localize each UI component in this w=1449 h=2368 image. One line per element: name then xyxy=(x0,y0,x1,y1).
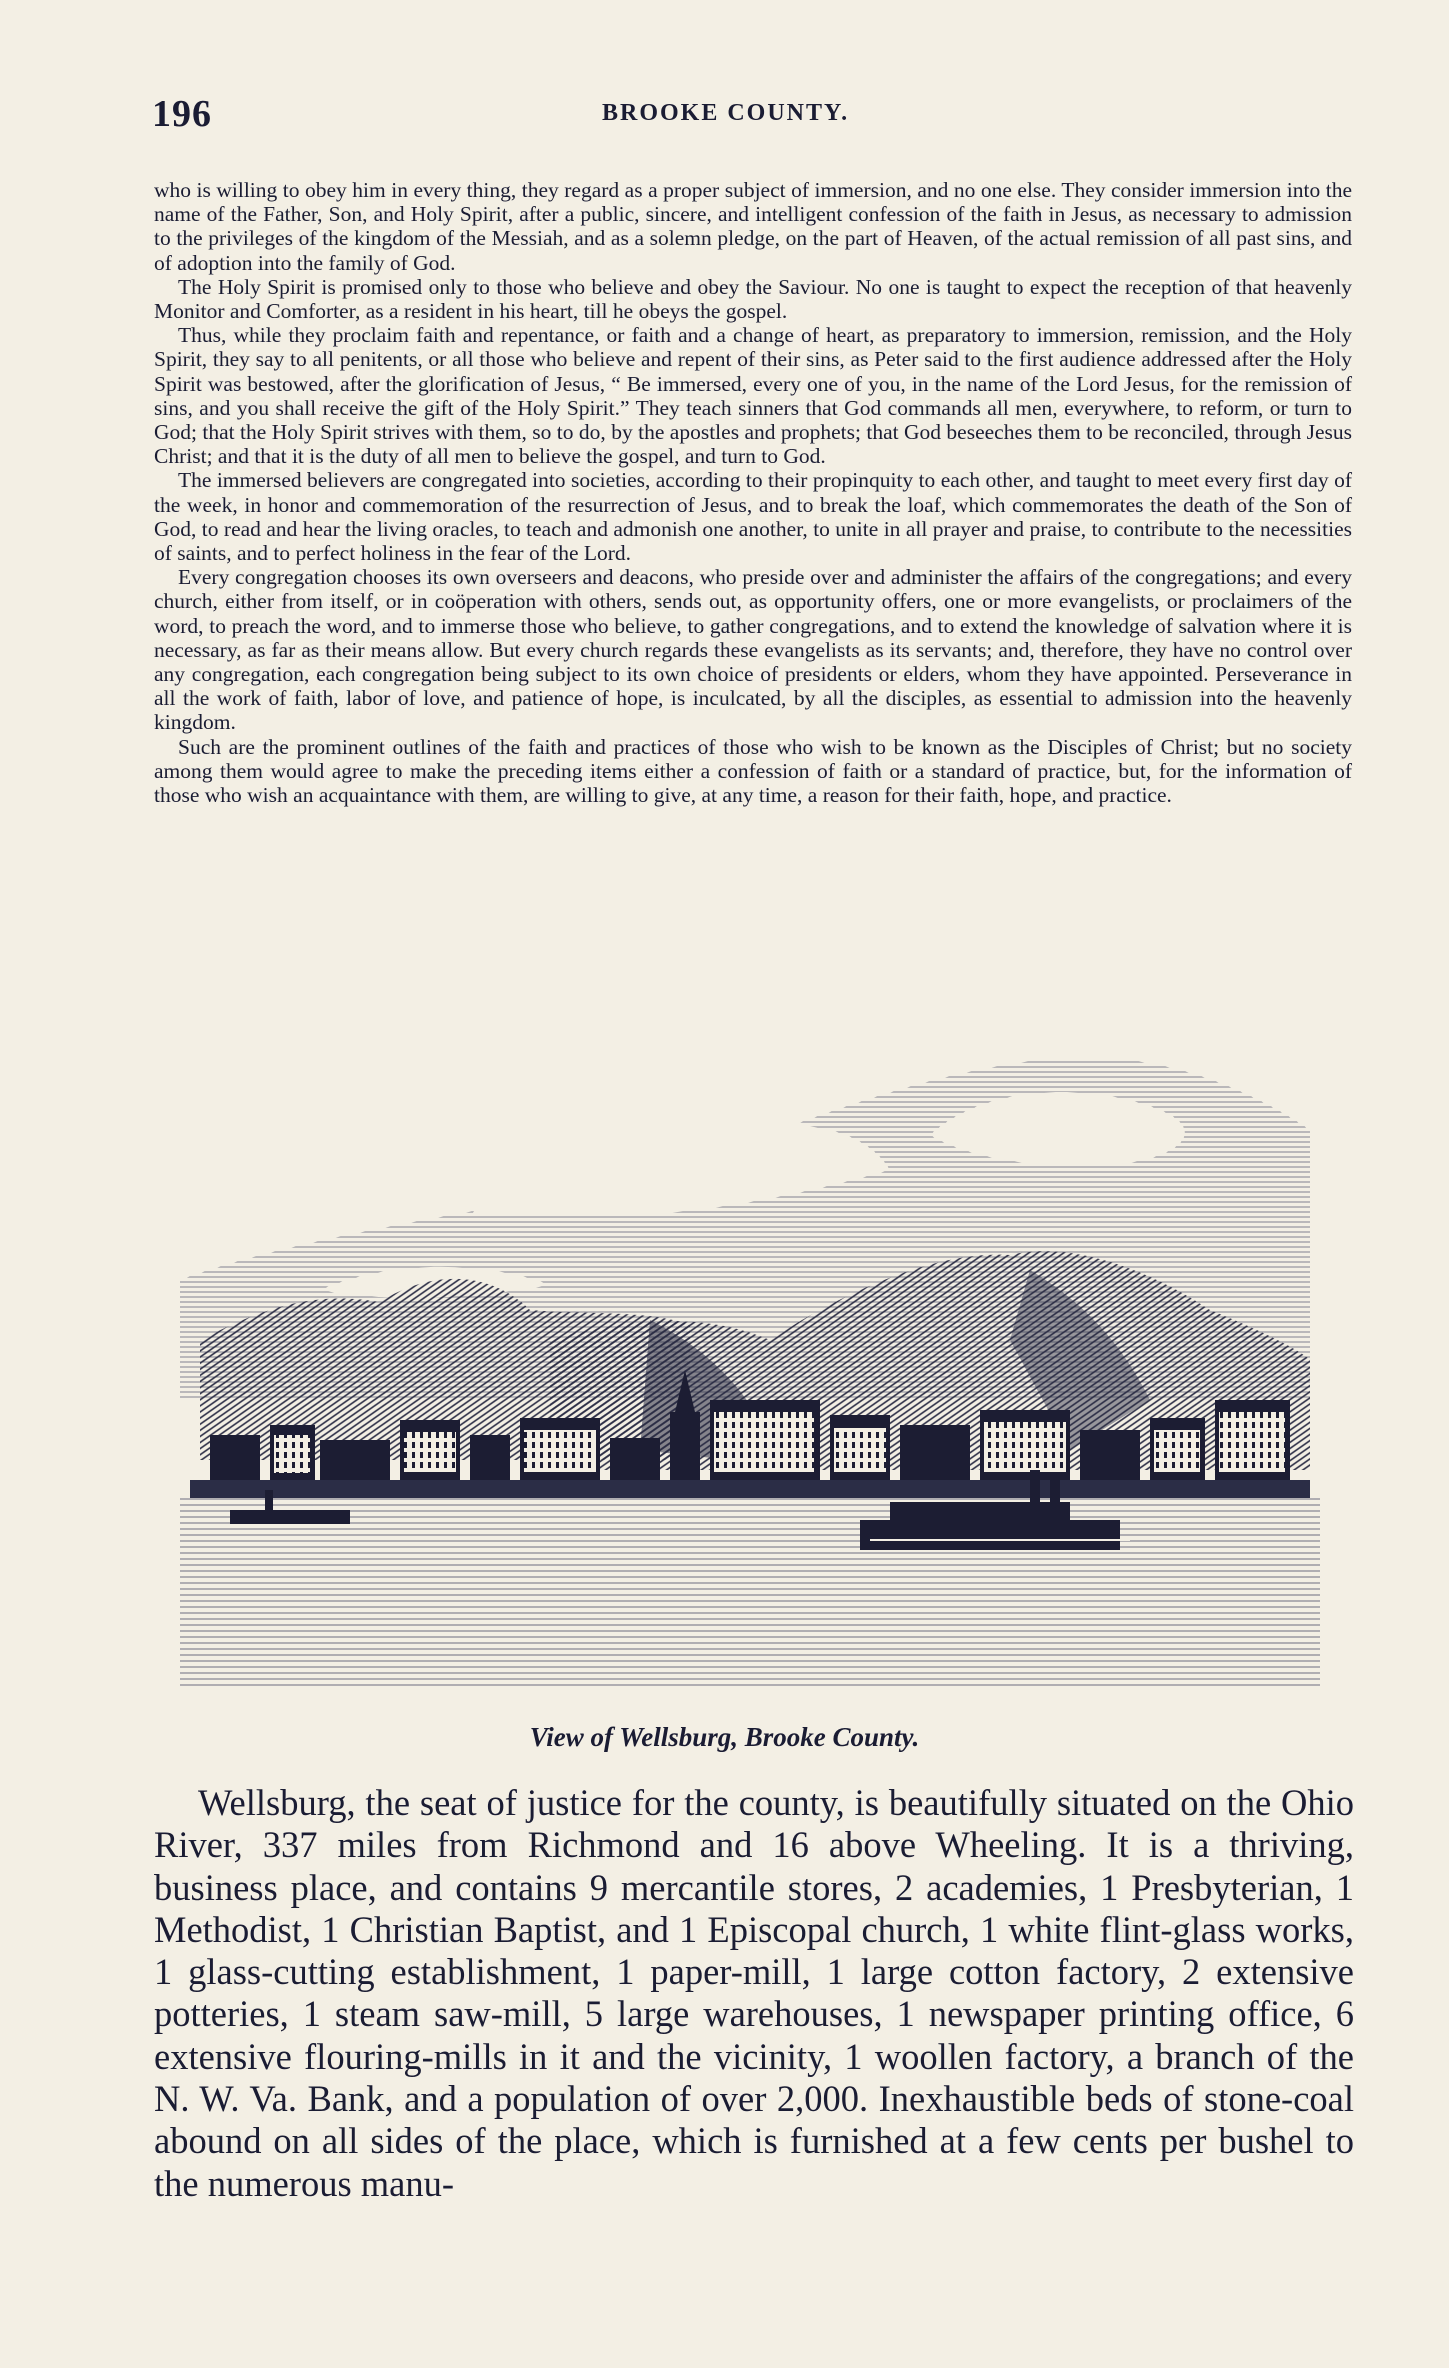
paragraph: The Holy Spirit is promised only to those who believe and obey the Saviour. No one is taught to expect the reception of that heavenly Monitor and Comforter, as a resident in his heart, till he obeys the gospel. xyxy=(154,274,1352,324)
running-head: BROOKE COUNTY. xyxy=(602,100,850,126)
page-number: 196 xyxy=(152,93,212,135)
large-type-text xyxy=(154,1782,1354,2205)
paragraph: Wellsburg, the seat of justice for the county, is beautifully situated on the Ohio River, 337 miles from Richmond and 16 above Wheeling. It is a thriving, business place, and contains 9 mercantile stores, 2 academies, 1 Presbyterian, 1 Methodist, 1 Christian Baptist, and 1 Episcopal church, 1 white flint-glass works, 1 glass-cutting establishment, 1 paper-mill, 1 large cotton factory, 2 extensive potteries, 1 steam saw-mill, 5 large warehouses, 1 newspaper printing office, 6 extensive flouring-mills in it and the vicinity, 1 woollen factory, a branch of the N. W. Va. Bank, and a population of over 2,000. Inexhaustible beds of stone-coal abound on all sides of the place, which is furnished at a few cents per bushel to the numerous manu- xyxy=(154,1782,1354,2204)
small-type-text xyxy=(154,178,1352,807)
paragraph: The immersed believers are congregated into societies, according to their propinquity to each other, and taught to meet every first day of the week, in honor and commemoration of the resurrection of Jesus, and to break the loaf, which commemorates the death of the Son of God, to read and hear the living oracles, to teach and admonish one another, to unite in all prayer and praise, to contribute to the necessities of saints, and to perfect holiness in the fear of the Lord. xyxy=(154,468,1352,566)
wellsburg-engraving xyxy=(170,1040,1330,1695)
paragraph: Such are the prominent outlines of the faith and practices of those who wish to be known as the Disciples of Christ; but no society among them would agree to make the preceding items either a confession of faith or a standard of practice, but, for the information of those who wish an acquaintance with them, are willing to give, at any time, a reason for their faith, hope, and practice. xyxy=(154,734,1352,808)
illustration-caption: View of Wellsburg, Brooke County. xyxy=(529,1722,920,1752)
engraving-image xyxy=(170,1040,1330,1695)
paragraph: who is willing to obey him in every thing, they regard as a proper subject of immersion, and no one else. They consider immersion into the name of the Father, Son, and Holy Spirit, after a public, sincere, and intelligent confession of the faith in Jesus, as necessary to admission to the privileges of the kingdom of the Messiah, and as a solemn pledge, on the part of Heaven, of the actual remission of all past sins, and of adoption into the family of God. xyxy=(154,178,1352,275)
paragraph: Thus, while they proclaim faith and repentance, or faith and a change of heart, as preparatory to immersion, remission, and the Holy Spirit, they say to all penitents, or all those who believe and repent of their sins, as Peter said to the first audience addressed after the Holy Spirit was bestowed, after the glorification of Jesus, “ Be immersed, every one of you, in the name of the Lord Jesus, for the remission of sins, and you shall receive the gift of the Holy Spirit.” They teach sinners that God commands all men, everywhere, to reform, or turn to God; that the Holy Spirit strives with them, so to do, by the apostles and prophets; that God beseeches them to be reconciled, through Jesus Christ; and that it is the duty of all men to believe the gospel, and turn to God. xyxy=(154,323,1352,469)
paragraph: Every congregation chooses its own overseers and deacons, who preside over and administer the affairs of the congregations; and every church, either from itself, or in coöperation with others, sends out, as opportunity offers, one or more evangelists, or proclaimers of the word, to preach the word, and to immerse those who believe, to gather congregations, and to extend the knowledge of salvation where it is necessary, as far as their means allow. But every church regards these evangelists as its servants; and, therefore, they have no control over any congregation, each congregation being subject to its own choice of presidents or elders, whom they have appointed. Perseverance in all the work of faith, labor of love, and patience of hope, is inculcated, by all the disciples, as essential to admission into the heavenly kingdom. xyxy=(154,565,1352,735)
page-header xyxy=(152,92,1352,142)
